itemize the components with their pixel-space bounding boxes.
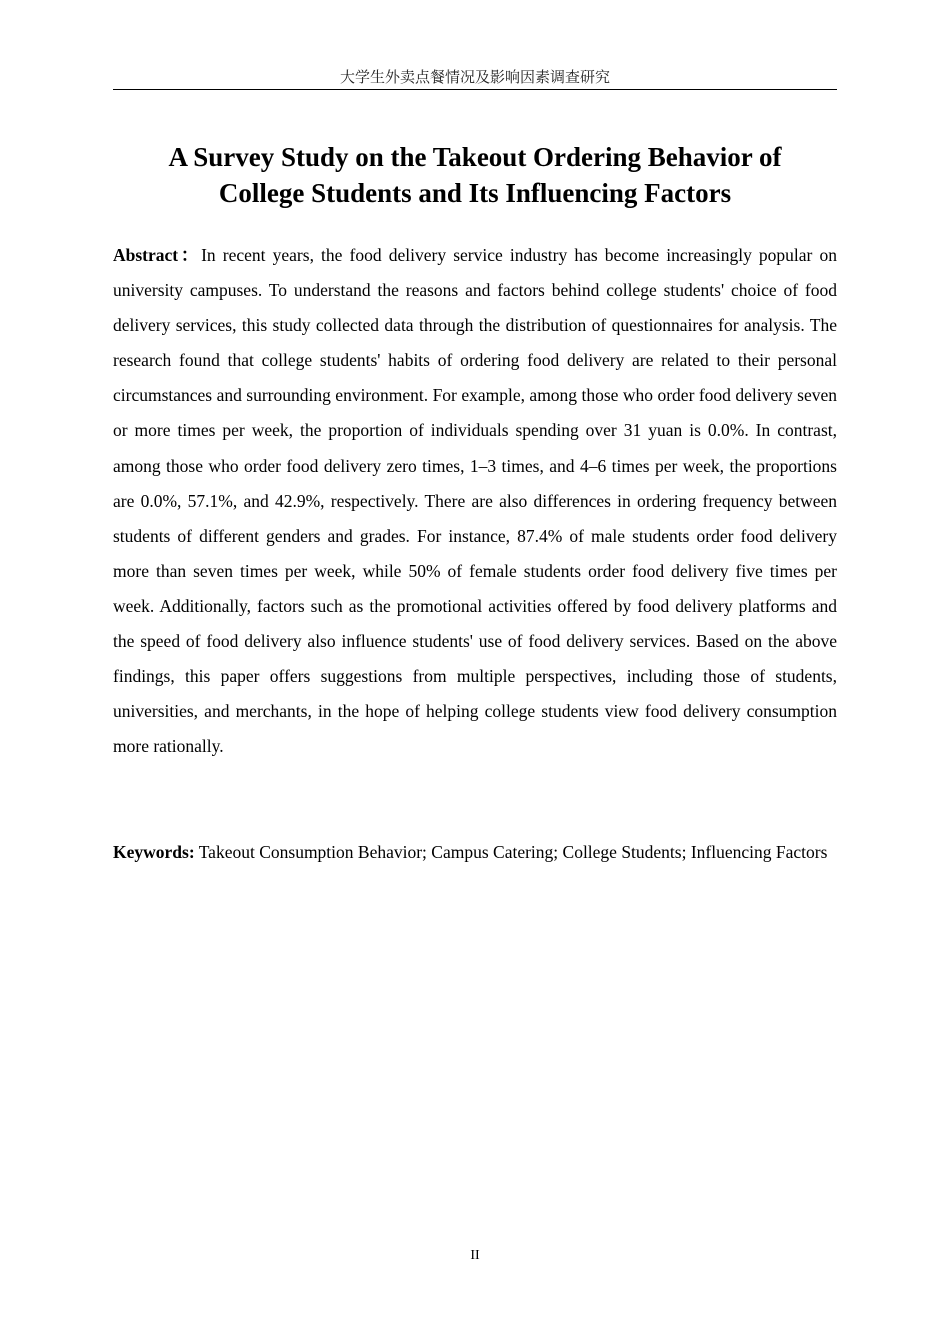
abstract-paragraph (113, 238, 837, 764)
keywords-text: Takeout Consumption Behavior; Campus Catering; College Students; Influencing Factors (198, 842, 828, 862)
page-number: II (470, 1248, 480, 1263)
abstract-text: In recent years, the food delivery service industry has become increasingly popular on university campuses. To understand the reasons and factors behind college students' choice of food delivery services, this study collected data through the distribution of questionnaires for analysis. The research found that college students' habits of ordering food delivery are related to their personal circumstances and surrounding environment. For example, among those who order food delivery seven or more times per week, the proportion of individuals spending over 31 yuan is 0.0%. In contrast, among those who order food delivery zero times, 1–3 times, and 4–6 times per week, the proportions are 0.0%, 57.1%, and 42.9%, respectively. There are also differences in ordering frequency between students of different genders and grades. For instance, 87.4% of male students order food delivery more than seven times per week, while 50% of female students order food delivery five times per week. Additionally, factors such as the promotional activities offered by food delivery platforms and the speed of food delivery also influence students' use of food delivery services. Based on the above findings, this paper offers suggestions from multiple perspectives, including those of students, universities, and merchants, in the hope of helping college students view food delivery consumption more rationally. (113, 245, 837, 757)
paper-title-line-2: College Students and Its Influencing Factors (218, 178, 732, 208)
running-header-title: 大学生外卖点餐情况及影响因素调查研究 (339, 68, 610, 86)
paper-title (113, 139, 837, 211)
abstract-label: Abstract： (113, 245, 202, 265)
keywords-label: Keywords: (113, 842, 195, 862)
keywords-paragraph (113, 835, 837, 870)
running-header (113, 66, 837, 90)
paper-title-line-1: A Survey Study on the Takeout Ordering Behavior of (168, 142, 782, 172)
